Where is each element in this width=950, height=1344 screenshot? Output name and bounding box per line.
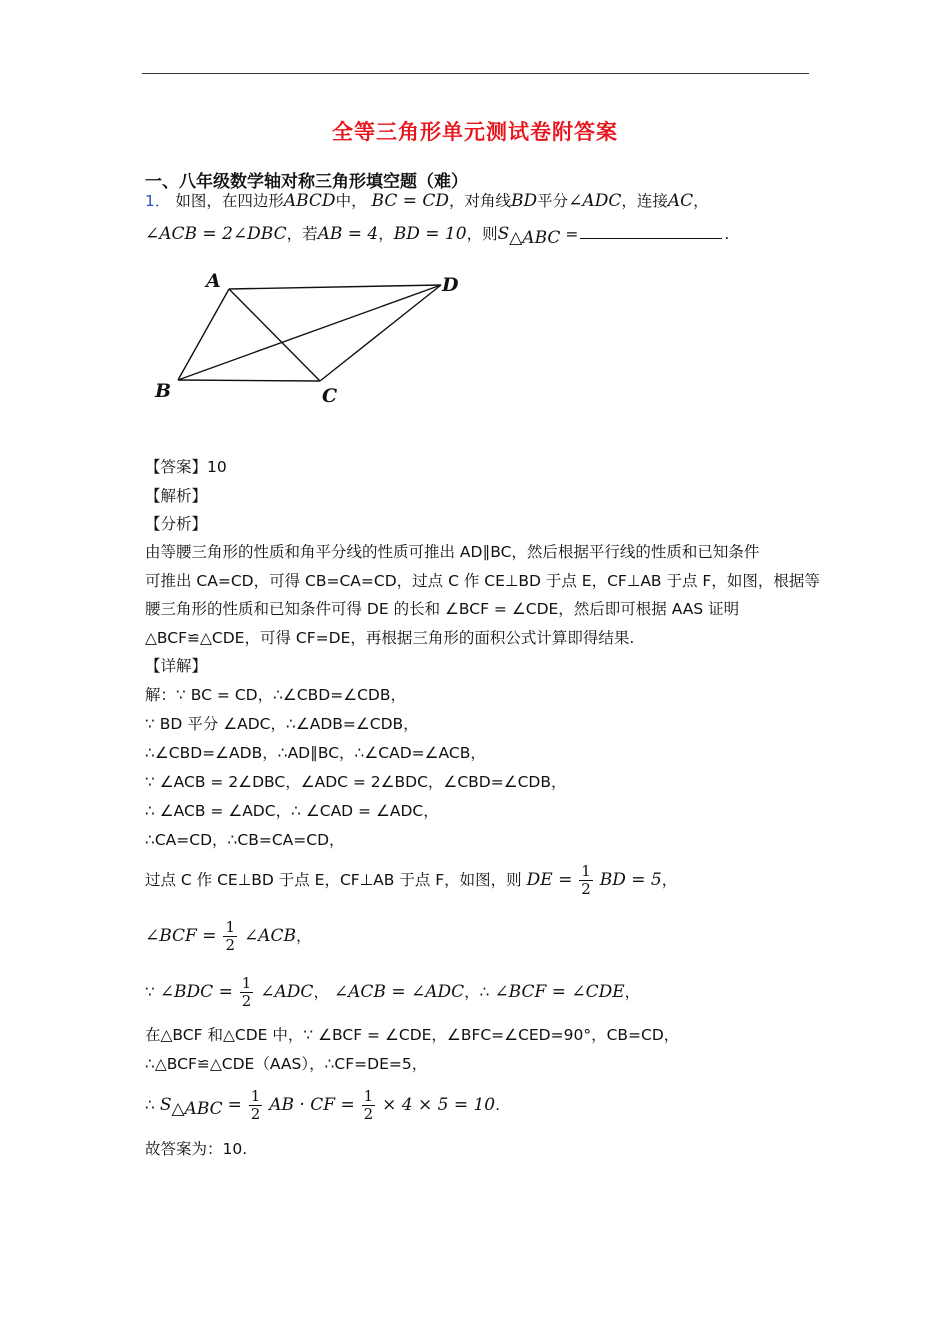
math: ∠ACB = 2∠DBC [145,224,287,244]
label-c: C [322,385,338,407]
fraction [362,1088,376,1123]
text: 平分 [537,192,569,210]
text: 过点 C 作 CE⊥BD 于点 E，CF⊥AB 于点 F，如图，则 [145,871,522,889]
step-line-9 [145,972,640,1012]
text: ， [624,983,641,1001]
answer-blank [580,224,722,239]
analysis-line-1: 由等腰三角形的性质和角平分线的性质可推出 AD∥BC，然后根据平行线的性质和已知条件 [145,543,760,561]
final-answer-line: 故答案为：10. [145,1140,248,1158]
math: BD = 10 [393,224,467,244]
text: 如图，在四边形 [175,192,284,210]
text: ， [661,871,678,889]
label-b: B [155,380,172,402]
question-number: 1． [145,192,171,210]
math: S [159,1095,172,1115]
diagonal-bd [178,285,441,380]
diagonal-ac [229,289,320,381]
analysis-line-4: △BCF≌△CDE，可得 CF=DE，再根据三角形的面积公式计算即得结果. [145,629,635,647]
numerator: 1 [250,1087,261,1105]
subscript: △ABC [171,1099,223,1120]
text: ，∴ [464,983,490,1001]
step-line-10: 在△BCF 和△CDE 中，∵ ∠BCF = ∠CDE，∠BFC=∠CED=90°，CB=CD， [145,1026,680,1044]
math: ∠BCF = ∠CDE [494,982,625,1002]
text: . [724,225,730,243]
step-line-2: ∵ BD 平分 ∠ADC，∴∠ADB=∠CDB， [145,715,419,733]
math: = [227,1095,242,1115]
denominator: 2 [250,1105,261,1123]
text: 中， [335,192,367,210]
text: = [565,225,579,243]
math: ∠ACB [243,926,296,946]
math: ABCD [283,191,336,211]
step-line-8 [145,916,311,956]
step-line-5: ∴ ∠ACB = ∠ADC，∴ ∠CAD = ∠ADC， [145,802,439,820]
math: ∠ADC [260,982,314,1002]
edge-cd [320,285,441,381]
text: ∴ [145,1096,155,1114]
fraction [579,863,593,898]
text: ， [313,983,329,1001]
text: ， [378,225,394,243]
step-line-1: 解：∵ BC = CD，∴∠CBD=∠CDB， [145,686,406,704]
analysis-line-2: 可推出 CA=CD，可得 CB=CA=CD，过点 C 作 CE⊥BD 于点 E，CF⊥AB 于点 F，如图，根据等 [145,572,820,590]
numerator: 1 [581,862,591,880]
edge-ad [229,285,441,289]
math: × 4 × 5 = 10 [382,1095,496,1115]
step-line-12 [145,1085,500,1129]
math: ∠ACB = ∠ADC [333,982,465,1002]
text: ，则 [466,225,498,243]
text: ，对角线 [449,192,512,210]
analysis-line-3: 腰三角形的性质和已知条件可得 DE 的长和 ∠BCF = ∠CDE，然后即可根据 AAS 证明 [145,600,740,618]
label-a: A [206,270,221,292]
text: ， [295,927,312,945]
numerator: 1 [363,1087,374,1105]
math: AC [667,191,694,211]
quadrilateral-figure [145,265,475,415]
text: ∵ [145,983,155,1001]
jiexi-heading: 【解析】 [145,487,208,505]
question-line-1 [145,190,709,212]
text: ，若 [286,225,318,243]
edge-ab [178,289,229,380]
step-line-3: ∴∠CBD=∠ADB，∴AD∥BC，∴∠CAD=∠ACB， [145,744,486,762]
math: DE = [526,870,573,890]
step-line-4: ∵ ∠ACB = 2∠DBC，∠ADC = 2∠BDC，∠CBD=∠CDB， [145,773,567,791]
page-title: 全等三角形单元测试卷附答案 [332,120,618,144]
text: . [495,1096,501,1114]
subscript: △ABC [509,228,561,249]
math: BC = CD [371,191,450,211]
denominator: 2 [363,1105,374,1123]
answer-line: 【答案】10 [145,458,227,476]
text: ， [693,192,709,210]
fraction [223,919,237,954]
numerator: 1 [241,974,252,992]
math: S [497,224,510,244]
math: ∠ADC [568,191,622,211]
denominator: 2 [241,992,252,1010]
step-line-11: ∴△BCF≌△CDE（AAS），∴CF=DE=5， [145,1055,428,1073]
math: BD [511,191,538,211]
step-line-7 [145,860,677,900]
math: AB · CF = [269,1095,355,1115]
numerator: 1 [225,918,235,936]
xiangjie-heading: 【详解】 [145,657,208,675]
denominator: 2 [581,880,591,898]
fraction [240,975,254,1010]
label-d: D [442,274,459,296]
math: AB = 4 [317,224,379,244]
fenxi-heading: 【分析】 [145,515,208,533]
math: BD = 5 [599,870,662,890]
denominator: 2 [225,936,235,954]
text: ，连接 [621,192,668,210]
edge-bc [178,380,320,381]
fraction [249,1088,263,1123]
math: ∠BCF = [145,926,217,946]
math: ∠BDC = [159,982,233,1002]
section-heading: 一、八年级数学轴对称三角形填空题（难） [145,172,468,192]
question-line-2 [145,223,729,249]
step-line-6: ∴CA=CD，∴CB=CA=CD， [145,831,345,849]
header-rule [142,73,809,74]
